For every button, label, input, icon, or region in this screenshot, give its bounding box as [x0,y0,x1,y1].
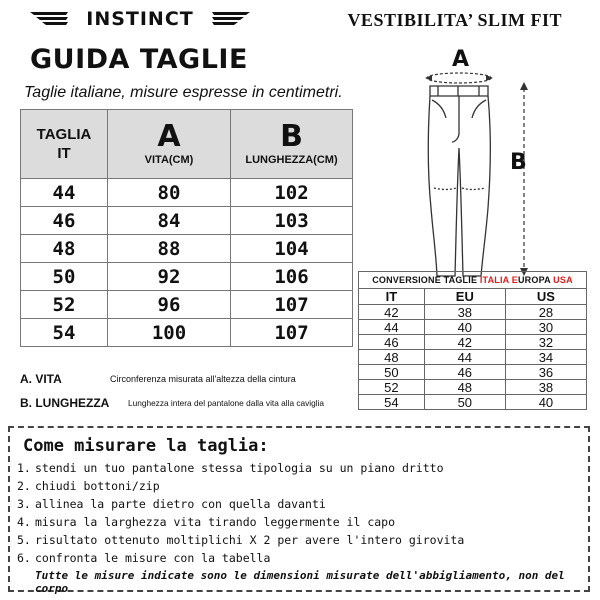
pants-diagram [400,38,570,278]
length-cell: 103 [231,207,353,235]
legend-length-key: B. LUNGHEZZA [20,396,110,410]
legend-waist-desc: Circonferenza misurata all'altezza della cintura [110,374,296,384]
table-row [359,320,587,335]
col-waist-label: VITA(CM) [144,153,194,166]
size-table-header [21,110,353,179]
list-item: 6. confronta le misure con la tabella [17,551,271,565]
table-row [21,291,353,319]
length-cell: 104 [231,235,353,263]
table-row [21,263,353,291]
size-cell: 46 [21,207,108,235]
it-cell: 54 [359,395,425,410]
page-subtitle: Taglie italiane, misure espresse in centimetri. [24,84,343,101]
table-row [359,350,587,365]
eu-cell: 46 [424,365,505,380]
eu-cell: 42 [424,335,505,350]
waist-cell: 80 [108,179,231,207]
table-row [359,365,587,380]
table-row [21,319,353,347]
us-cell: 38 [505,380,586,395]
us-cell: 30 [505,320,586,335]
it-cell: 42 [359,305,425,320]
length-measure-arrow [520,82,528,276]
size-table [20,109,353,347]
waist-cell: 92 [108,263,231,291]
waist-cell: 100 [108,319,231,347]
conversion-table [358,271,587,410]
legend-length-desc: Lunghezza intera del pantalone dalla vita alla caviglia [128,398,325,408]
it-cell: 48 [359,350,425,365]
conversion-col-it: IT [359,289,425,305]
us-cell: 34 [505,350,586,365]
it-cell: 50 [359,365,425,380]
brand-logo [30,8,250,30]
measure-note: Tutte le misure indicate sono le dimensioni misurate dell'abbigliamento, non del corpo [35,569,565,595]
size-cell: 50 [21,263,108,291]
table-row [21,207,353,235]
length-cell: 106 [231,263,353,291]
col-length-label: LUNGHEZZA(CM) [245,153,338,166]
us-cell: 32 [505,335,586,350]
list-item: 2. chiudi bottoni/zip [17,479,160,493]
table-row [359,380,587,395]
col-size-title: TAGLIA [36,126,92,143]
length-cell: 107 [231,319,353,347]
table-row [359,335,587,350]
list-item: 3. allinea la parte dietro con quella davanti [17,497,326,511]
waist-cell: 88 [108,235,231,263]
conversion-title-eu-initial: E [511,275,518,285]
table-row [359,305,587,320]
how-to-measure-box [8,426,590,595]
pants-icon [428,86,490,276]
table-row [21,179,353,207]
size-cell: 54 [21,319,108,347]
size-cell: 52 [21,291,108,319]
eu-cell: 50 [424,395,505,410]
conversion-title-italia: ITALIA [479,275,510,285]
conversion-title-europa-rest: UROPA [517,275,551,285]
col-size-header [21,110,108,179]
waist-cell: 84 [108,207,231,235]
conversion-col-us: US [505,289,586,305]
us-cell: 28 [505,305,586,320]
diagram-label-b: B [510,150,527,175]
page-title: GUIDA TAGLIE [30,44,248,75]
col-waist-header [108,110,231,179]
brand-name: INSTINCT [86,8,194,30]
list-item: 5. risultato ottenuto moltiplichi X 2 per avere l'intero girovita [17,533,465,547]
how-to-title: Come misurare la taglia: [23,436,269,456]
table-row [21,235,353,263]
col-length-letter: B [280,118,303,154]
col-size-subtitle: IT [57,145,71,162]
table-row [359,395,587,410]
length-cell: 107 [231,291,353,319]
eu-cell: 38 [424,305,505,320]
eu-cell: 44 [424,350,505,365]
col-length-header [231,110,353,179]
it-cell: 46 [359,335,425,350]
fit-label: VESTIBILITA’ SLIM FIT [347,10,562,30]
diagram-label-a: A [452,47,470,72]
col-waist-letter: A [157,118,181,154]
conversion-title-prefix: CONVERSIONE TAGLIE [372,275,480,285]
list-item: 4. misura la larghezza vita tirando leggermente il capo [17,515,396,529]
eu-cell: 40 [424,320,505,335]
us-cell: 40 [505,395,586,410]
list-item: 1. stendi un tuo pantalone stessa tipologia su un piano dritto [17,461,444,475]
size-cell: 48 [21,235,108,263]
it-cell: 44 [359,320,425,335]
length-cell: 102 [231,179,353,207]
legend-waist-key: A. VITA [20,372,62,386]
conversion-title-usa: USA [553,275,573,285]
us-cell: 36 [505,365,586,380]
it-cell: 52 [359,380,425,395]
eu-cell: 48 [424,380,505,395]
left-wing-icon [30,12,68,26]
conversion-col-eu: EU [424,289,505,305]
size-cell: 44 [21,179,108,207]
waist-cell: 96 [108,291,231,319]
conversion-title [359,272,587,289]
right-wing-icon [212,12,250,26]
waist-measure-arrow [425,73,493,83]
